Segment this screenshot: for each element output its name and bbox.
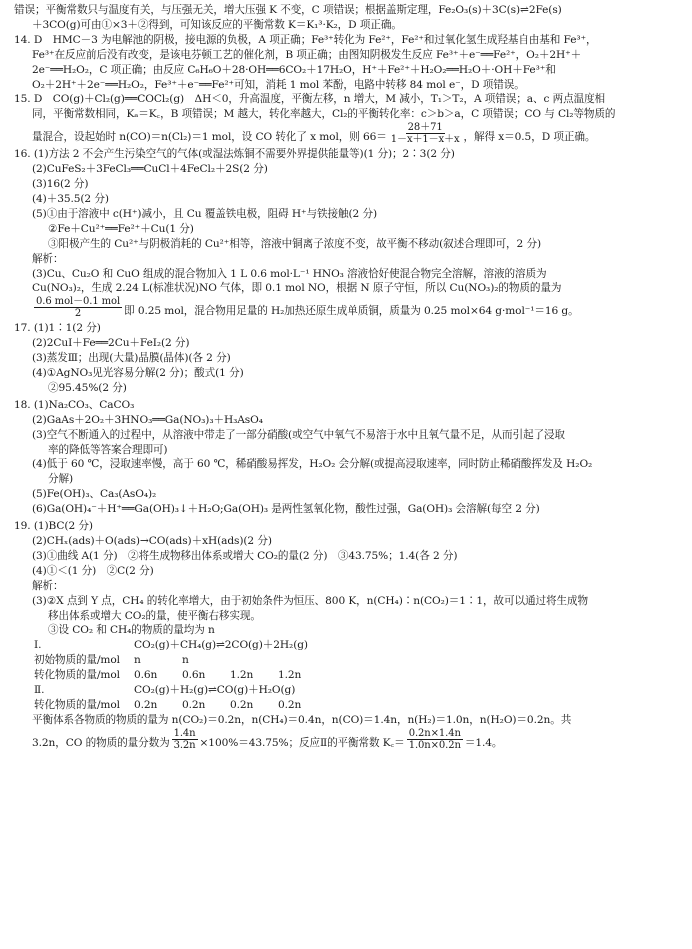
row-name: 转化物质的量/mol xyxy=(34,698,120,711)
table-cell: 0.6n xyxy=(182,669,206,682)
text-segment: 3.2n，CO 的物质的量分数为 xyxy=(32,736,170,749)
text-line: 16. (1)方法 2 不会产生污染空气的气体(或湿法炼铜不需要外界提供能量等)(1 分)；2∶3(2 分) xyxy=(14,148,455,161)
text-segment: 即 0.25 mol，混合物用足量的 H₂加热还原生成单质铜，质量为 0.25 mol×64 g·mol⁻¹＝16 g。 xyxy=(124,305,579,318)
text-line: (2)CuFeS₂＋3FeCl₃══CuCl＋4FeCl₂＋2S(2 分) xyxy=(32,163,268,176)
text-line: 14. D HMC－3 为电解池的阴极，接电源的负极，A 项正确；Fe³⁺转化为 Fe²⁺，Fe²⁺和过氧化氢生成羟基自由基和 Fe³⁺， xyxy=(14,33,597,46)
table-cell: 0.2n xyxy=(278,698,302,711)
analysis-label: 解析： xyxy=(32,579,64,592)
text-line: Cu(NO₃)₂，生成 2.24 L(标准状况)NO 气体，即 0.1 mol NO，根据 N 原子守恒，所以 Cu(NO₃)₂的物质的量为 xyxy=(32,282,562,295)
text-segment: ＝1.4。 xyxy=(464,736,503,749)
text-segment: 量混合，设起始时 n(CO)＝n(Cl₂)＝1 mol，设 CO 转化了 x mol，则 66＝ xyxy=(32,131,387,144)
text-line: 15. D CO(g)＋Cl₂(g)══COCl₂(g) ΔH＜0，升高温度，平衡左移，n 增大，M 减小，T₁＞T₂，A 项错误；a、c 两点温度相 xyxy=(14,93,606,106)
fraction-denominator: 1.0n×0.2n xyxy=(408,739,461,751)
text-line: (4)低于 60 ℃，浸取速率慢，高于 60 ℃，稀硝酸易挥发，H₂O₂ 会分解(或提高浸取速率，同时防止稀硝酸挥发及 H₂O₂ xyxy=(32,458,593,471)
fraction xyxy=(34,296,122,319)
text-line: ＋3CO(g)可由①×3＋②得到，可知该反应的平衡常数 K＝K₁³·K₂，D 项正确。 xyxy=(32,18,402,31)
table-cell: 1.2n xyxy=(230,669,254,682)
table-cell: 0.2n xyxy=(134,698,158,711)
fraction-numerator: 0.2n×1.4n xyxy=(408,727,461,739)
fraction-numerator: 1.4n xyxy=(173,727,196,739)
fraction-numerator: 0.6 mol－0.1 mol xyxy=(36,296,121,308)
table-label: Ⅱ. xyxy=(34,684,45,697)
text-line: (2)2CuI＋Fe══2Cu＋FeI₂(2 分) xyxy=(32,337,190,350)
text-line: ②Fe＋Cu²⁺══Fe²⁺＋Cu(1 分) xyxy=(48,222,194,235)
q15-answer xyxy=(14,92,678,145)
table-cell xyxy=(278,653,326,668)
text-line: Fe³⁺在反应前后没有改变，是该电芬顿工艺的催化剂，B 项正确；由图知阴极发生反应 Fe³⁺＋e⁻══Fe²⁺，O₂＋2H⁺＋ xyxy=(32,48,582,61)
reaction-table-2 xyxy=(14,683,678,713)
text-line: (5)①由于溶液中 c(H⁺)减小，且 Cu 覆盖铁电极，阻碍 H⁺与铁接触(2 分) xyxy=(32,207,377,220)
table-cell: n xyxy=(134,654,141,667)
fraction xyxy=(407,728,463,751)
text-line: (4)＋35.5(2 分) xyxy=(32,192,109,205)
fraction-denominator: 1－x＋1－x＋x xyxy=(390,134,460,146)
table-cell: 1.2n xyxy=(278,669,302,682)
text-line: 错误；平衡常数只与温度有关，与压强无关，增大压强 K 不变，C 项错误；根据盖斯定理，Fe₂O₃(s)＋3C(s)⇌2Fe(s) xyxy=(14,4,562,16)
table-label: Ⅰ. xyxy=(34,639,42,652)
formula-line xyxy=(14,122,678,145)
row-name: 转化物质的量/mol xyxy=(34,669,120,682)
table-cell: 0.2n xyxy=(230,698,254,711)
table-cell xyxy=(230,653,278,668)
formula-line xyxy=(14,296,678,319)
text-line: (3)蒸发Ⅲ；出现(大量)晶膜(晶体)(各 2 分) xyxy=(32,352,231,365)
q14-answer xyxy=(14,33,678,93)
text-line: 18. (1)Na₂CO₃、CaCO₃ xyxy=(14,398,135,411)
text-segment: ，解得 x＝0.5，D 项正确。 xyxy=(463,131,596,144)
q17-answer xyxy=(14,321,678,396)
text-line: 19. (1)BC(2 分) xyxy=(14,520,93,533)
text-line: 2e⁻══H₂O₂，C 项正确；由反应 C₆H₆O＋28·OH══6CO₂＋17H₂O，H⁺＋Fe²⁺＋H₂O₂══H₂O＋·OH＋Fe³⁺和 xyxy=(32,63,556,76)
text-line: (4)①AgNO₃见光容易分解(2 分)；酸式(1 分) xyxy=(32,367,244,380)
text-line: 分解) xyxy=(48,473,74,486)
text-line: (3)①曲线 A(1 分) ②将生成物移出体系或增大 CO₂的量(2 分) ③43.75%；1.4(各 2 分) xyxy=(32,549,458,562)
reaction-equation: CO₂(g)＋CH₄(g)⇌2CO(g)＋2H₂(g) xyxy=(134,639,308,652)
table-cell: 0.2n xyxy=(182,698,206,711)
text-line: ②95.45%(2 分) xyxy=(48,381,127,394)
text-line: (3)16(2 分) xyxy=(32,178,89,191)
table-cell: 0.6n xyxy=(134,669,158,682)
text-line: (2)GaAs＋2O₂＋3HNO₃══Ga(NO₃)₃＋H₃AsO₄ xyxy=(32,413,263,426)
reaction-table-1 xyxy=(14,638,678,683)
text-line: 移出体系或增大 CO₂的量，使平衡右移实现。 xyxy=(48,609,261,622)
text-line: ③阳极产生的 Cu²⁺与阴极消耗的 Cu²⁺相等，溶液中铜离子浓度不变，故平衡不移动(叙述合理即可，2 分) xyxy=(48,237,541,250)
q18-answer xyxy=(14,398,678,517)
text-line: 平衡体系各物质的物质的量为 n(CO₂)＝0.2n，n(CH₄)＝0.4n，n(CO)＝1.4n，n(H₂)＝1.0n，n(H₂O)＝0.2n。共 xyxy=(32,713,572,726)
text-line: (3)Cu、Cu₂O 和 CuO 组成的混合物加入 1 L 0.6 mol·L⁻¹ HNO₃ 溶液恰好使混合物完全溶解，溶液的溶质为 xyxy=(32,267,547,280)
fraction xyxy=(389,122,462,145)
fraction-denominator: 3.2n xyxy=(173,739,196,751)
text-line: (6)Ga(OH)₄⁻＋H⁺══Ga(OH)₃↓＋H₂O;Ga(OH)₃ 是两性氢氧化物，酸性过强，Ga(OH)₃ 会溶解(每空 2 分) xyxy=(32,503,540,516)
fraction xyxy=(172,728,198,751)
reaction-equation: CO₂(g)＋H₂(g)⇌CO(g)＋H₂O(g) xyxy=(134,684,296,697)
text-line: (4)①＜(1 分) ②C(2 分) xyxy=(32,564,154,577)
row-name: 初始物质的量/mol xyxy=(34,654,120,667)
text-line: O₂＋2H⁺＋2e⁻══H₂O₂，Fe³⁺＋e⁻══Fe²⁺可知，消耗 1 mol 苯酚，电路中转移 84 mol e⁻，D 项错误。 xyxy=(32,78,525,91)
text-segment: ×100%＝43.75%；反应Ⅱ的平衡常数 K꜀＝ xyxy=(199,736,405,749)
text-line: ③设 CO₂ 和 CH₄的物质的量均为 n xyxy=(48,624,215,637)
formula-line xyxy=(14,728,678,751)
q16-answer xyxy=(14,147,678,319)
q19-answer xyxy=(14,519,678,751)
fraction-denominator: 2 xyxy=(74,308,82,320)
fraction-numerator: 28＋71 xyxy=(407,122,443,134)
text-line: (2)CHₓ(ads)＋O(ads)→CO(ads)＋xH(ads)(2 分) xyxy=(32,535,272,547)
text-line: 同，平衡常数相同，Kₐ＝K꜀，B 项错误；M 越大，转化率越大，Cl₂的平衡转化率：c＞b＞a，C 项错误；CO 与 Cl₂等物质的 xyxy=(32,108,616,121)
q13-explanation xyxy=(14,3,678,33)
text-line: (3)②X 点到 Y 点，CH₄ 的转化率增大，由于初始条件为恒压、800 K，n(CH₄)∶n(CO₂)＝1∶1，故可以通过将生成物 xyxy=(32,594,588,607)
text-line: 17. (1)1∶1(2 分) xyxy=(14,322,101,335)
text-line: 率的降低等答案合理即可) xyxy=(48,443,168,456)
text-line: (3)空气不断通入的过程中，从溶液中带走了一部分硝酸(或空气中氧气不易溶于水中且氧气量不足，从而引起了浸取 xyxy=(32,428,565,441)
analysis-label: 解析： xyxy=(32,252,64,265)
text-line: (5)Fe(OH)₃、Ca₃(AsO₄)₂ xyxy=(32,488,157,501)
table-cell: n xyxy=(182,654,189,667)
